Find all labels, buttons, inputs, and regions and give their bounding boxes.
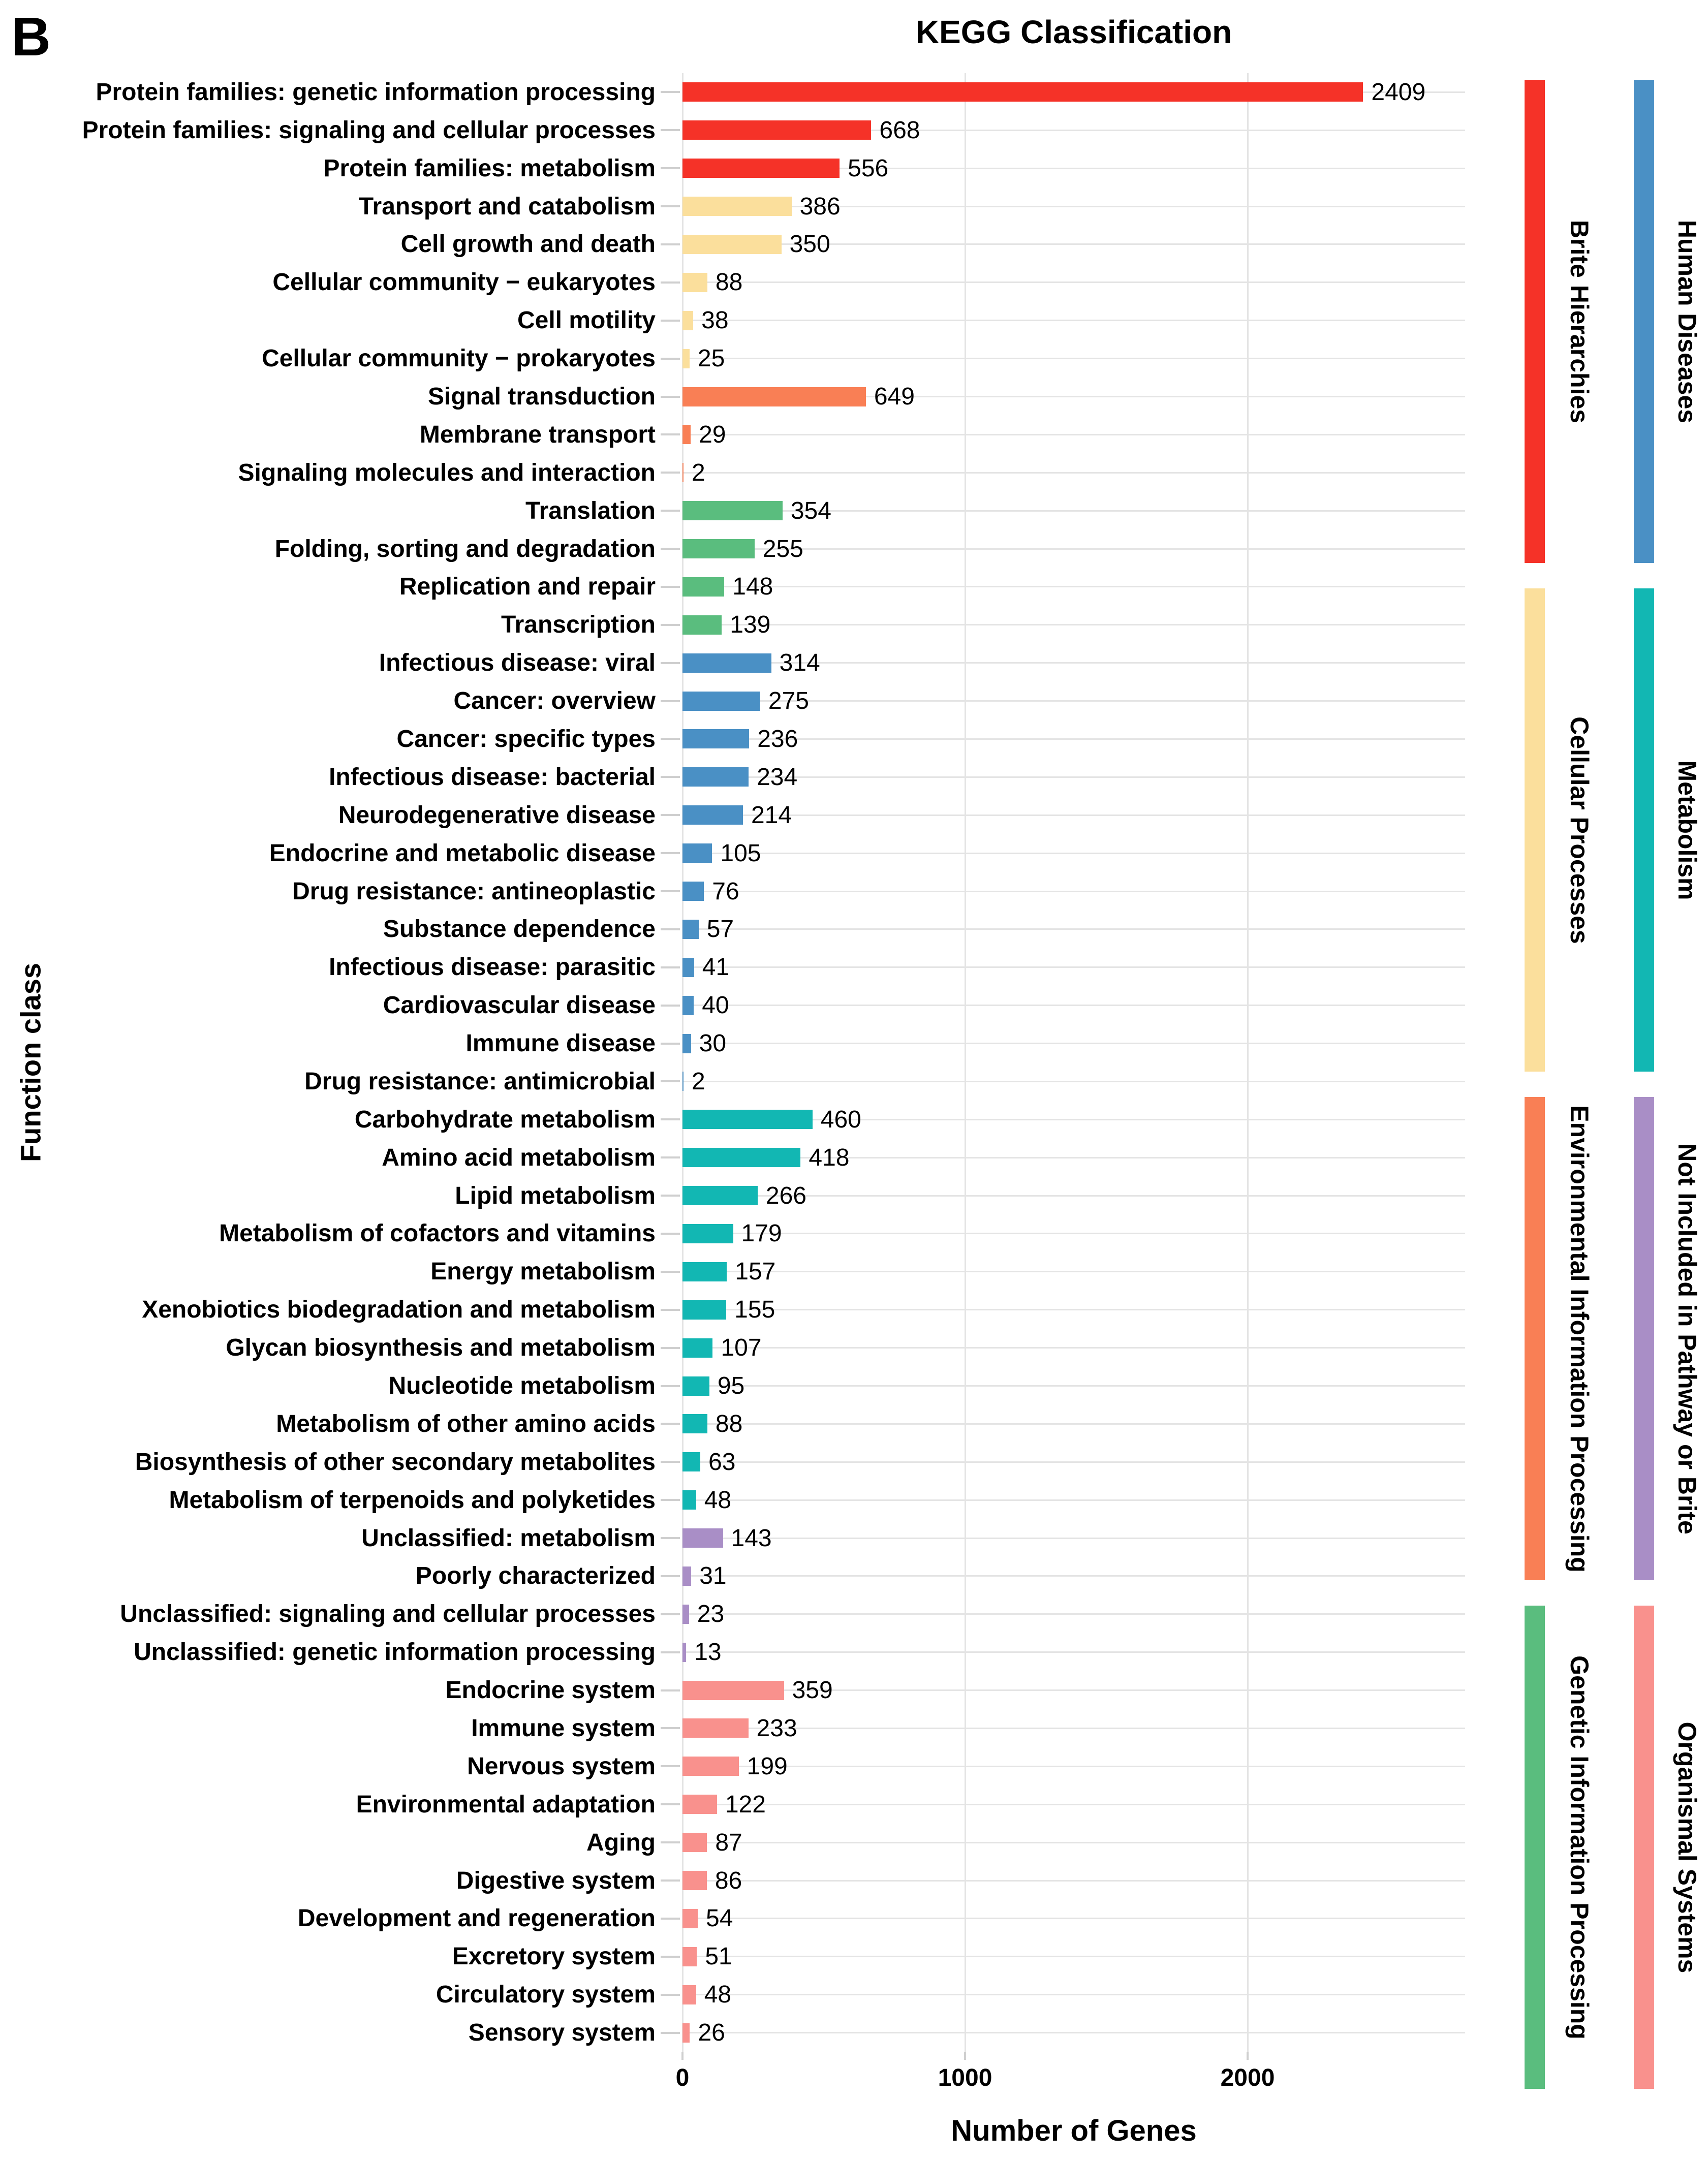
- grid-line-horizontal: [682, 624, 1465, 625]
- grid-line-horizontal: [682, 2032, 1465, 2033]
- category-label: Immune disease: [465, 1030, 656, 1057]
- y-axis-tick: [661, 1956, 680, 1958]
- bar: [682, 882, 704, 901]
- grid-line-horizontal: [682, 320, 1465, 321]
- grid-line-vertical: [682, 73, 684, 2052]
- grid-line-horizontal: [682, 1043, 1465, 1044]
- bar: [682, 729, 749, 748]
- y-axis-tick: [661, 662, 680, 664]
- y-axis-tick: [661, 433, 680, 435]
- y-axis-tick: [661, 1765, 680, 1767]
- y-axis-tick: [661, 1195, 680, 1197]
- category-label: Cancer: overview: [453, 687, 656, 715]
- bar-value-label: 88: [715, 1410, 743, 1437]
- bar-value-label: 63: [708, 1448, 736, 1476]
- bar-value-label: 41: [702, 954, 730, 981]
- grid-line-horizontal: [682, 1575, 1465, 1577]
- bar-value-label: 30: [699, 1030, 727, 1057]
- bar: [682, 1376, 709, 1396]
- bar: [682, 615, 722, 635]
- grid-line-horizontal: [682, 1538, 1465, 1539]
- y-axis-tick: [661, 966, 680, 968]
- grid-line-horizontal: [682, 1461, 1465, 1463]
- y-axis-tick: [661, 281, 680, 284]
- grid-line-horizontal: [682, 1309, 1465, 1310]
- bar-value-label: 314: [779, 649, 820, 677]
- x-tick-label: 2000: [1220, 2064, 1275, 2091]
- chart-title: KEGG Classification: [915, 14, 1232, 50]
- y-axis-tick: [661, 1803, 680, 1805]
- y-axis-tick: [661, 1841, 680, 1843]
- y-axis-tick: [661, 700, 680, 702]
- bar-value-label: 26: [698, 2019, 725, 2047]
- grid-line-horizontal: [682, 966, 1465, 968]
- y-axis-tick: [661, 1005, 680, 1007]
- bar: [682, 805, 743, 825]
- bar-value-label: 233: [756, 1714, 797, 1742]
- bar: [682, 349, 690, 368]
- bar: [682, 159, 840, 178]
- bar: [682, 1833, 707, 1852]
- category-label: Infectious disease: viral: [379, 649, 656, 677]
- grid-line-horizontal: [682, 281, 1465, 283]
- y-axis-tick: [661, 586, 680, 588]
- category-label: Replication and repair: [399, 573, 656, 601]
- y-axis-tick: [661, 1233, 680, 1235]
- grid-line-horizontal: [682, 1005, 1465, 1006]
- bar-value-label: 143: [731, 1524, 772, 1552]
- y-axis-tick: [661, 1879, 680, 1882]
- bar-value-label: 386: [799, 193, 841, 220]
- legend-label-gip: Genetic Information Processing: [1565, 1655, 1594, 2040]
- bar: [682, 1034, 691, 1053]
- category-label: Transcription: [501, 611, 656, 639]
- grid-line-horizontal: [682, 1499, 1465, 1501]
- bar: [682, 1718, 749, 1738]
- bar-value-label: 29: [699, 421, 726, 448]
- legend-swatch-brite: [1525, 80, 1545, 563]
- panel-label: B: [11, 6, 51, 67]
- grid-line-horizontal: [682, 1804, 1465, 1805]
- grid-line-horizontal: [682, 358, 1465, 359]
- bar: [682, 1490, 696, 1510]
- x-axis-tick: [1247, 2052, 1249, 2060]
- category-label: Unclassified: metabolism: [361, 1524, 656, 1552]
- bar: [682, 1452, 700, 1471]
- bar: [682, 1871, 707, 1890]
- bar: [682, 120, 871, 140]
- bar: [682, 653, 771, 673]
- category-label: Nucleotide metabolism: [388, 1372, 656, 1399]
- grid-line-horizontal: [682, 928, 1465, 930]
- bar: [682, 539, 755, 558]
- bar: [682, 425, 691, 444]
- bar: [682, 1909, 698, 1928]
- y-axis-tick: [661, 1156, 680, 1158]
- category-label: Drug resistance: antineoplastic: [292, 878, 656, 905]
- bar: [682, 1338, 712, 1358]
- bar-value-label: 236: [757, 725, 798, 753]
- bar-value-label: 76: [712, 878, 739, 905]
- y-axis-tick: [661, 1080, 680, 1082]
- y-axis-tick: [661, 1271, 680, 1273]
- y-axis-tick: [661, 1347, 680, 1349]
- y-axis-tick: [661, 2032, 680, 2034]
- grid-line-horizontal: [682, 1423, 1465, 1425]
- y-axis-tick: [661, 1118, 680, 1120]
- y-axis-tick: [661, 776, 680, 778]
- category-label: Lipid metabolism: [455, 1182, 656, 1209]
- bar-value-label: 179: [741, 1220, 782, 1247]
- category-label: Cancer: specific types: [396, 725, 656, 753]
- category-label: Cardiovascular disease: [383, 992, 656, 1019]
- grid-line-horizontal: [682, 586, 1465, 587]
- grid-line-horizontal: [682, 891, 1465, 892]
- category-label: Cellular community − prokaryotes: [262, 345, 656, 372]
- bar-value-label: 88: [715, 269, 743, 296]
- grid-line-horizontal: [682, 1233, 1465, 1234]
- legend-label-hd: Human Diseases: [1673, 220, 1701, 423]
- bar: [682, 1528, 723, 1548]
- bar-value-label: 57: [706, 916, 734, 943]
- bar-value-label: 48: [704, 1486, 732, 1514]
- y-axis-tick: [661, 1499, 680, 1501]
- bar: [682, 1110, 813, 1129]
- category-label: Nervous system: [467, 1752, 656, 1780]
- y-axis-tick: [661, 1537, 680, 1539]
- y-axis-tick: [661, 320, 680, 322]
- bar: [682, 387, 866, 406]
- bar-value-label: 87: [715, 1829, 742, 1856]
- category-label: Folding, sorting and degradation: [274, 535, 656, 562]
- y-axis-tick: [661, 358, 680, 360]
- category-label: Neurodegenerative disease: [338, 801, 656, 829]
- legend-swatch-eip: [1525, 1097, 1545, 1580]
- bar: [682, 197, 792, 216]
- bar: [682, 1985, 696, 2004]
- bar-value-label: 148: [732, 573, 773, 601]
- category-label: Endocrine and metabolic disease: [269, 839, 656, 867]
- x-tick-label: 0: [675, 2064, 690, 2091]
- grid-line-horizontal: [682, 434, 1465, 435]
- category-label: Membrane transport: [419, 421, 656, 448]
- y-axis-tick: [661, 510, 680, 512]
- category-label: Cellular community − eukaryotes: [272, 269, 656, 296]
- category-label: Metabolism of terpenoids and polyketides: [169, 1486, 656, 1514]
- y-axis-tick: [661, 1918, 680, 1920]
- bar-value-label: 51: [705, 1943, 732, 1970]
- y-axis-tick: [661, 1461, 680, 1463]
- category-label: Signal transduction: [427, 383, 656, 410]
- category-label: Protein families: metabolism: [323, 154, 656, 182]
- category-label: Glycan biosynthesis and metabolism: [226, 1334, 656, 1362]
- y-axis-tick: [661, 1575, 680, 1577]
- category-label: Sensory system: [468, 2019, 656, 2047]
- category-label: Drug resistance: antimicrobial: [304, 1068, 656, 1095]
- bar-value-label: 23: [697, 1601, 725, 1628]
- grid-line-horizontal: [682, 1347, 1465, 1349]
- bar-value-label: 460: [820, 1106, 861, 1133]
- grid-line-horizontal: [682, 472, 1465, 474]
- grid-line-horizontal: [682, 738, 1465, 740]
- y-axis-tick: [661, 852, 680, 854]
- bar-value-label: 105: [720, 839, 761, 867]
- bar: [682, 1224, 733, 1243]
- bar-value-label: 418: [809, 1144, 850, 1171]
- category-label: Circulatory system: [436, 1981, 656, 2009]
- legend-swatch-cellular: [1525, 588, 1545, 1072]
- grid-line-horizontal: [682, 853, 1465, 854]
- bar-value-label: 40: [702, 992, 729, 1019]
- bar-value-label: 668: [879, 116, 920, 144]
- legend-swatch-os: [1634, 1606, 1654, 2089]
- legend-swatch-met: [1634, 588, 1654, 1072]
- grid-line-vertical: [965, 73, 966, 2052]
- category-label: Cell growth and death: [400, 231, 656, 258]
- y-axis-tick: [661, 396, 680, 398]
- grid-line-horizontal: [682, 1956, 1465, 1957]
- category-label: Metabolism of other amino acids: [276, 1410, 656, 1437]
- category-label: Infectious disease: bacterial: [329, 763, 656, 791]
- bar: [682, 311, 693, 330]
- category-label: Excretory system: [452, 1943, 656, 1970]
- bar: [682, 1566, 691, 1586]
- legend-label-os: Organismal Systems: [1673, 1721, 1701, 1973]
- bar: [682, 920, 699, 939]
- y-axis-tick: [661, 1423, 680, 1425]
- bar: [682, 1148, 800, 1167]
- legend-label-met: Metabolism: [1673, 760, 1701, 900]
- bar: [682, 1947, 697, 1966]
- category-label: Carbohydrate metabolism: [354, 1106, 656, 1133]
- bar-value-label: 95: [717, 1372, 745, 1400]
- category-label: Unclassified: genetic information processing: [134, 1639, 656, 1666]
- bar-value-label: 255: [762, 535, 803, 562]
- y-axis-tick: [661, 890, 680, 892]
- category-label: Amino acid metabolism: [382, 1144, 656, 1171]
- bar-value-label: 266: [765, 1182, 806, 1209]
- bar-value-label: 354: [790, 497, 831, 524]
- bar: [682, 1414, 707, 1433]
- category-label: Immune system: [471, 1714, 656, 1742]
- category-label: Biosynthesis of other secondary metabolites: [135, 1448, 656, 1476]
- y-axis-tick: [661, 91, 680, 93]
- category-label: Cell motility: [517, 307, 656, 334]
- y-axis-tick: [661, 1689, 680, 1691]
- y-axis-tick: [661, 1727, 680, 1729]
- bar: [682, 1643, 686, 1662]
- bar-value-label: 107: [721, 1334, 762, 1362]
- bar: [682, 235, 782, 254]
- y-axis-tick: [661, 472, 680, 474]
- bar: [682, 1072, 684, 1091]
- y-axis-tick: [661, 548, 680, 550]
- bar: [682, 1757, 739, 1776]
- bar-value-label: 31: [699, 1562, 727, 1590]
- y-axis-tick: [661, 738, 680, 740]
- bar-value-label: 649: [874, 383, 915, 411]
- bar: [682, 1262, 727, 1281]
- bar: [682, 958, 694, 977]
- bar-value-label: 139: [730, 611, 771, 639]
- x-axis-tick: [964, 2052, 966, 2060]
- y-axis-tick: [661, 1043, 680, 1045]
- grid-line-vertical: [1247, 73, 1249, 2052]
- bar-value-label: 2: [692, 1068, 705, 1095]
- grid-line-horizontal: [682, 1918, 1465, 1919]
- bar-value-label: 275: [768, 687, 809, 715]
- legend-swatch-gip: [1525, 1606, 1545, 2089]
- x-axis-title: Number of Genes: [951, 2114, 1197, 2147]
- category-label: Metabolism of cofactors and vitamins: [219, 1220, 656, 1247]
- bar: [682, 996, 694, 1015]
- y-axis-tick: [661, 205, 680, 207]
- bar: [682, 1795, 717, 1814]
- y-axis-tick: [661, 1651, 680, 1653]
- category-label: Transport and catabolism: [358, 193, 656, 220]
- bar-value-label: 199: [747, 1752, 788, 1780]
- bar: [682, 577, 724, 597]
- grid-line-horizontal: [682, 1385, 1465, 1387]
- grid-line-horizontal: [682, 1994, 1465, 1995]
- bar-value-label: 25: [697, 345, 725, 372]
- bar: [682, 1681, 784, 1700]
- bar: [682, 1186, 758, 1205]
- category-label: Substance dependence: [383, 916, 656, 943]
- bar: [682, 463, 684, 482]
- bar: [682, 843, 712, 863]
- grid-line-horizontal: [682, 1728, 1465, 1729]
- y-axis-tick: [661, 1309, 680, 1311]
- y-axis-tick: [661, 814, 680, 816]
- bar: [682, 1300, 726, 1320]
- bar: [682, 692, 760, 711]
- legend-label-cellular: Cellular Processes: [1565, 716, 1594, 944]
- grid-line-horizontal: [682, 1651, 1465, 1653]
- category-label: Poorly characterized: [415, 1562, 656, 1590]
- bar: [682, 82, 1363, 102]
- category-label: Infectious disease: parasitic: [329, 954, 656, 981]
- bar-value-label: 2409: [1371, 78, 1426, 106]
- y-axis-tick: [661, 1994, 680, 1996]
- bar-value-label: 350: [789, 231, 830, 258]
- x-tick-label: 1000: [938, 2064, 992, 2091]
- bar: [682, 273, 707, 292]
- category-label: Energy metabolism: [430, 1258, 656, 1286]
- y-axis-tick: [661, 928, 680, 930]
- bar-value-label: 13: [694, 1639, 722, 1666]
- category-label: Signaling molecules and interaction: [238, 459, 656, 486]
- grid-line-horizontal: [682, 1766, 1465, 1767]
- bar: [682, 1605, 689, 1624]
- legend-label-nip: Not Included in Pathway or Brite: [1673, 1143, 1701, 1534]
- bar: [682, 501, 783, 520]
- category-label: Unclassified: signaling and cellular processes: [120, 1601, 656, 1628]
- legend-swatch-nip: [1634, 1097, 1654, 1580]
- grid-line-horizontal: [682, 1842, 1465, 1843]
- grid-line-horizontal: [682, 1081, 1465, 1082]
- legend-swatch-hd: [1634, 80, 1654, 563]
- category-label: Development and regeneration: [297, 1905, 656, 1932]
- category-label: Translation: [525, 497, 656, 524]
- y-axis-tick: [661, 1385, 680, 1387]
- bar-value-label: 359: [792, 1677, 833, 1704]
- x-axis-tick: [681, 2052, 684, 2060]
- grid-line-horizontal: [682, 1613, 1465, 1615]
- bar: [682, 2023, 690, 2043]
- bar-value-label: 157: [735, 1258, 776, 1286]
- category-label: Environmental adaptation: [356, 1791, 656, 1818]
- bar-value-label: 122: [725, 1791, 766, 1818]
- bar-value-label: 86: [715, 1867, 742, 1894]
- bar-value-label: 54: [706, 1905, 733, 1932]
- legend-label-eip: Environmental Information Processing: [1565, 1105, 1594, 1573]
- category-label: Endocrine system: [445, 1677, 656, 1704]
- y-axis-tick: [661, 1613, 680, 1615]
- y-axis-tick: [661, 129, 680, 131]
- y-axis-tick: [661, 243, 680, 245]
- grid-line-horizontal: [682, 814, 1465, 816]
- bar-value-label: 48: [704, 1981, 732, 2009]
- bar-value-label: 155: [734, 1296, 775, 1324]
- grid-line-horizontal: [682, 776, 1465, 778]
- bar: [682, 767, 749, 787]
- grid-line-horizontal: [682, 1271, 1465, 1272]
- bar-value-label: 556: [848, 154, 889, 182]
- y-axis-title: Function class: [14, 962, 47, 1163]
- category-label: Protein families: genetic information processing: [96, 78, 656, 106]
- bar-value-label: 2: [692, 459, 705, 486]
- legend-label-brite: Brite Hierarchies: [1565, 220, 1594, 423]
- category-label: Digestive system: [456, 1867, 656, 1894]
- bar-value-label: 214: [751, 801, 792, 829]
- y-axis-tick: [661, 167, 680, 169]
- category-label: Protein families: signaling and cellular processes: [82, 116, 656, 144]
- bar-value-label: 234: [757, 763, 798, 791]
- y-axis-tick: [661, 624, 680, 626]
- grid-line-horizontal: [682, 1880, 1465, 1882]
- category-label: Aging: [586, 1829, 656, 1856]
- category-label: Xenobiotics biodegradation and metabolism: [142, 1296, 656, 1324]
- bar-value-label: 38: [701, 307, 729, 334]
